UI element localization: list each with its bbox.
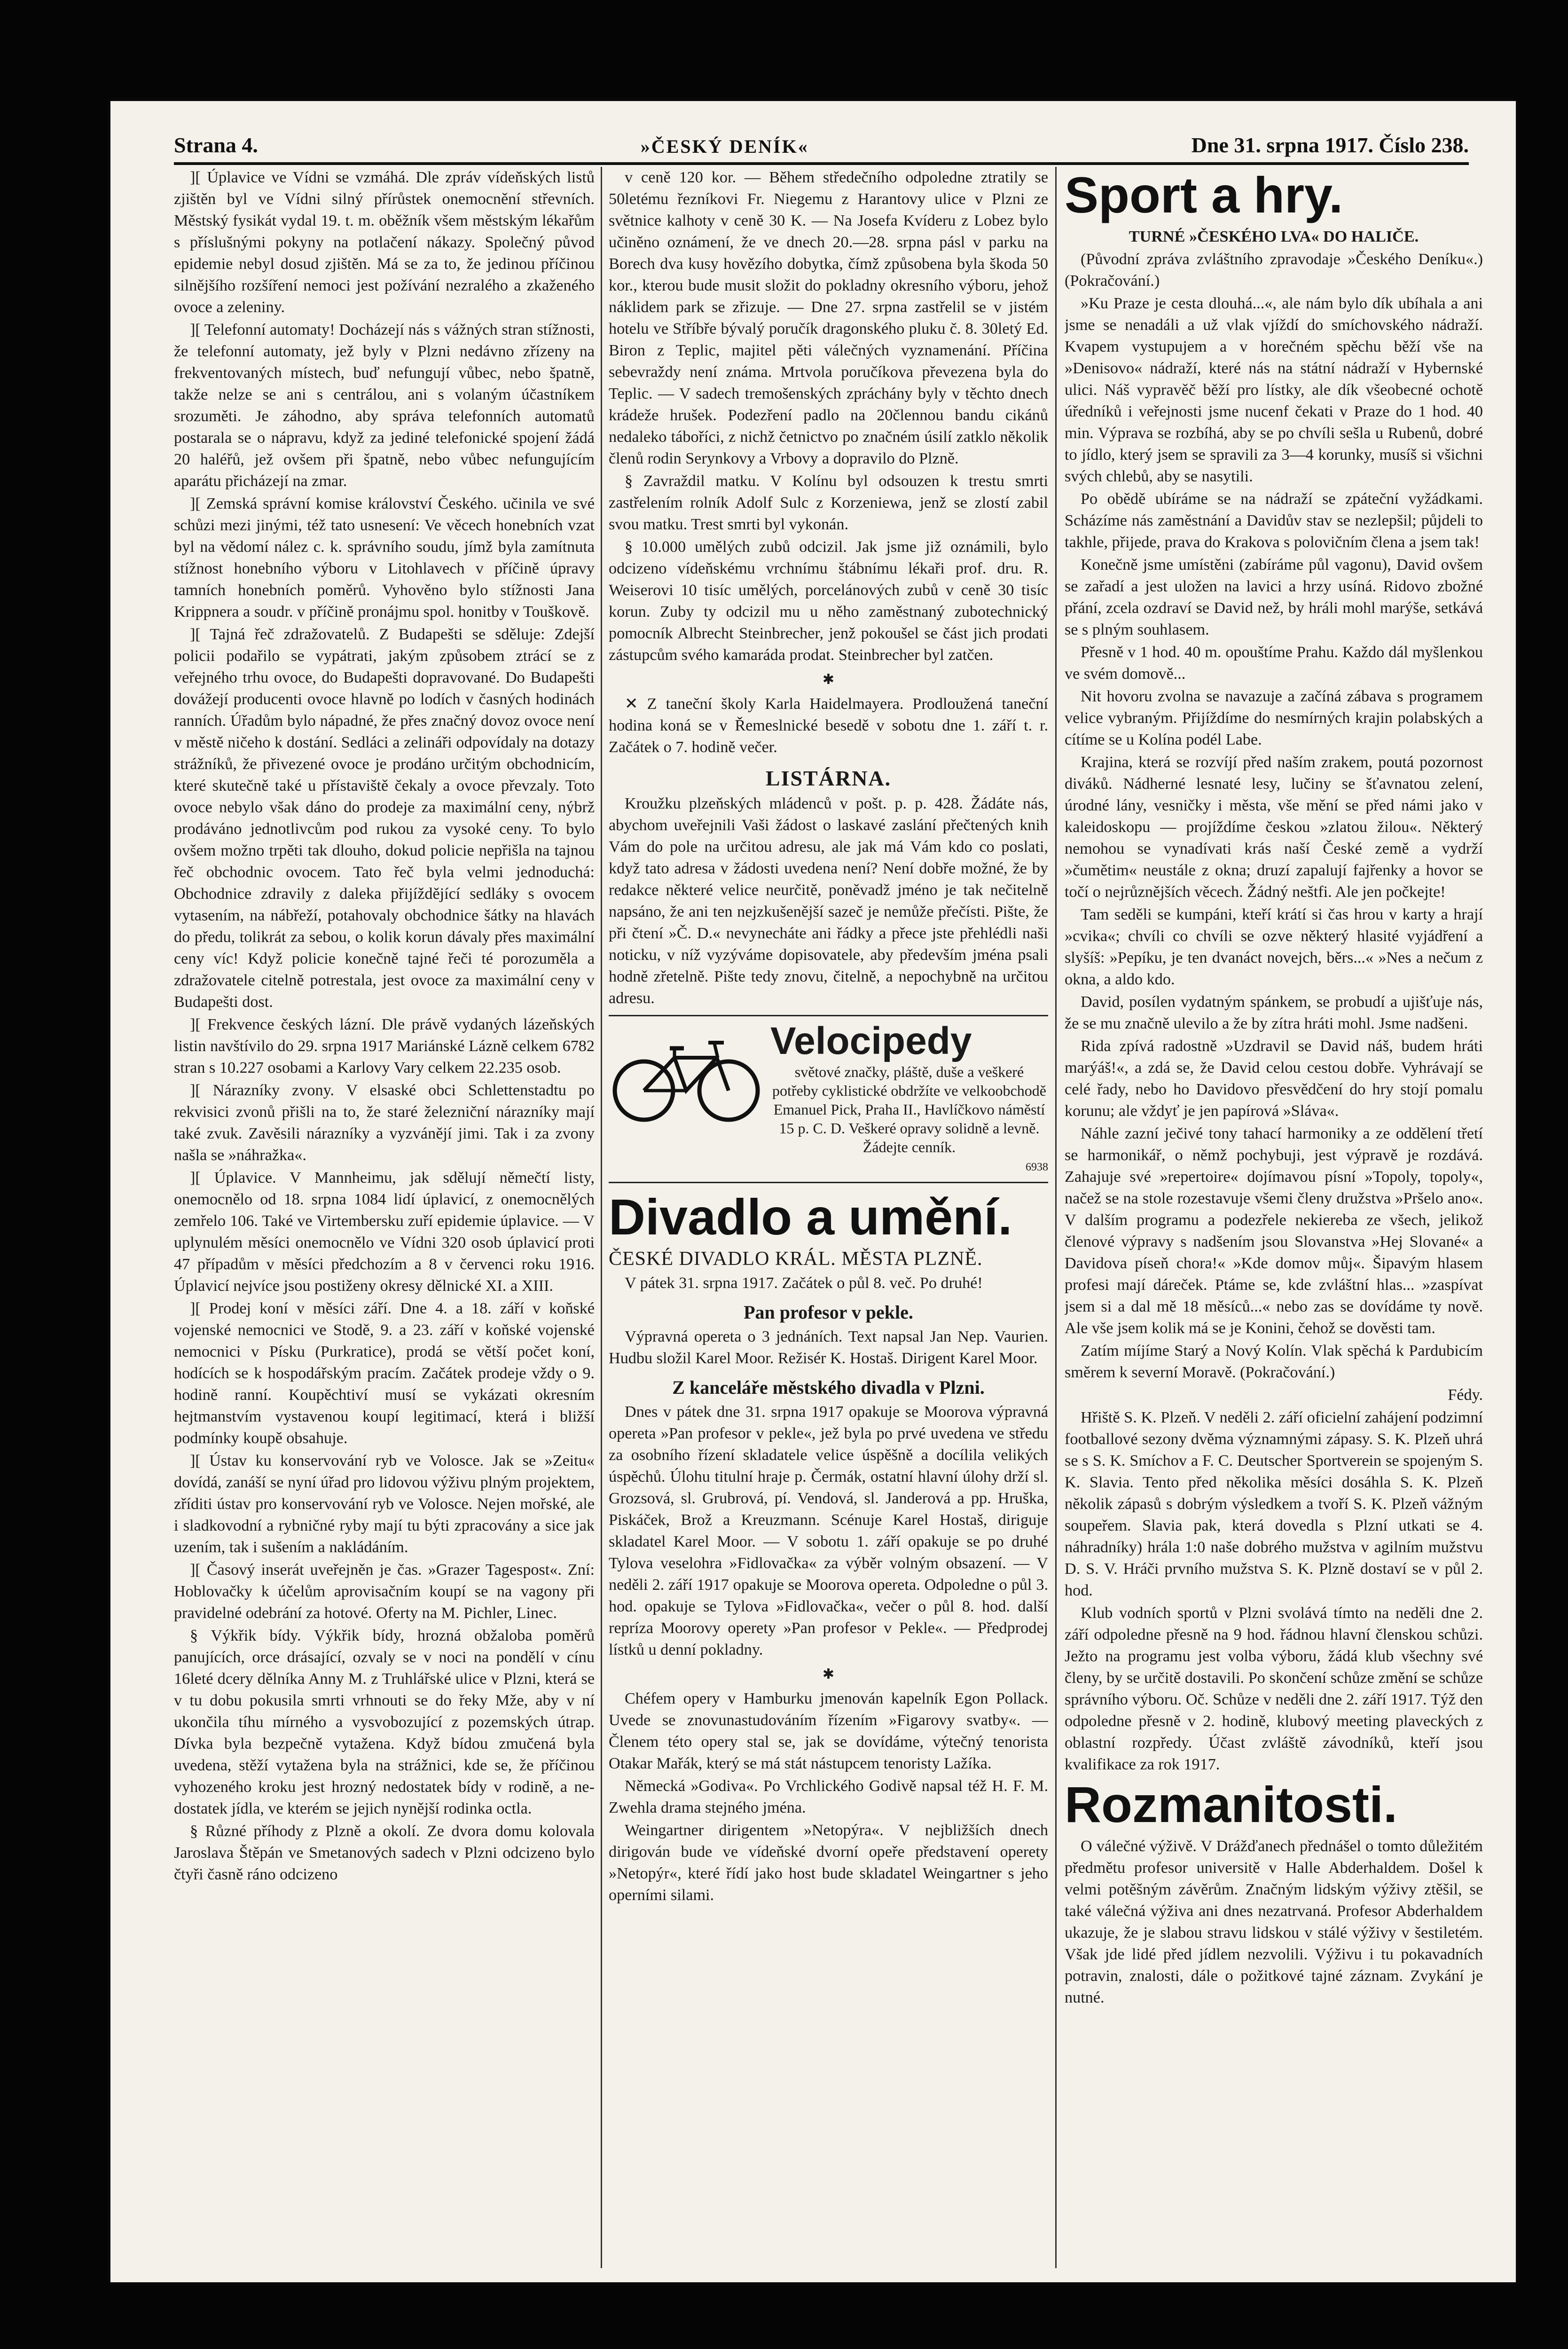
tour-intro: (Původní zpráva zvláštního zpravodaje »Českého Deníku«.) (Pokračování.)	[1065, 251, 1483, 290]
article: ][ Zemská správní komise království Českého. učinila ve své schůzi mezi jinými, též tato usnesení: Ve věcech honebních vzat byl na vědomí nález c. k. správního soudu, jímž byla zamítnuta stížnost honebního výboru v Litohlavech v příčině úpravy tamních honebních poměrů. Vyhověno bylo stížnosti Jana Krippnera a soudr. v příčině pronájmu spol. honitby v Touškově.	[174, 495, 595, 621]
ad-text: světové značky, pláště, duše a veškeré potřeby cyklistické obdržíte ve velkoobchodě Emanuel Pick, Praha II., Havlíčkovo náměstí 15 p. C. D. Veškeré opravy solidně a levně. Žádejte cenník.	[772, 1063, 1046, 1155]
section-title-miscellany: Rozmanitosti.	[1065, 1776, 1398, 1833]
article: Rida zpívá radostně »Uzdravil se David náš, budem hráti marýáš!«, a zdá se, že David celou cestou dobře. Vyhrávají se celé řady, nebo ho Davidovo přesvědčení do hry stojí pomalu korunu; ale vždyť je jen papírová »Sláva«.	[1065, 1037, 1483, 1120]
article: Dnes v pátek dne 31. srpna 1917 opakuje se Moorova výpravná opereta »Pan profesor v pekle«, jež byla po prvé uvedena ve středu za osobního řízení skladatele velice úspěšně a docílila velikých úspěchů. Úlohu titulní hraje p. Čermák, ostatní hlavní úlohy drží sl. Grozsová, sl. Grubrová, pí. Vendová, sl. Janderová a pp. Hruška, Piskáček, Brož a Kreuzmann. Scénuje Karel Hostaš, diriguje skladatel Karel Moor. — V sobotu 1. září opakuje se po druhé Tylova veselohra »Fidlovačka« za výběr volným obsazení. — V neděli 2. září 1917 opakuje se Moorova opereta. Odpoledne o půl 3. hod. opakuje se Tylova »Fidlovačka«, večer o půl 8. hod. další repríza Moorovy operety »Pan profesor v Pekle«. — Předprodej lístků u denní pokladny.	[609, 1403, 1048, 1658]
article: ][ Tajná řeč zdražovatelů. Z Budapešti se sděluje: Zdejší policii podařilo se vypátrati, jakým způsobem ztrácí se z veřejného trhu ovoce, do Budapešti dopravované. Do Budapešti dovážejí producenti ovoce hlavně po lodích v časných hodinách ranních. Úřadům bylo nápadné, že přes značný dovoz ovoce není v městě ničeho k dostání. Sedláci a zelináři odpovídaly na dotazy strážníků, že přivezené ovoce je prodáno určitým obchodnicím, které skutečně také u přístaviště čekaly a ovoce převzaly. Toto ovoce nebylo však dáno do prodeje za maximální ceny, nýbrž prodáváno jednotlivcům pod rukou za vysoké ceny. To bylo ovšem možno trpěti tak dlouho, dokud policie nepřišla na tajnou řeč obchodnic ovocem. Tato řeč byla velmi jednoduchá: Obchodnice zdravily z daleka přijíždějící sedláky s ovocem vytasením, na nábřeží, potahovaly obchodnice šátky na hlavách do předu, tolikrát za sebou, o kolik korun dávaly přes maximální ceny víc! Když policie konečně tajné řeči té porozuměla a zdražovatele citelně potrestala, jest ovoce za maximální ceny v Budapešti dost.	[174, 626, 595, 1011]
article: v ceně 120 kor. — Během středečního odpoledne ztratily se 50letému řezníkovi Fr. Niegemu z Harantovy ulice v Plzni ze světnice kalhoty v ceně 30 K. — Na Josefa Kvíderu z Lobez bylo učiněno oznámení, že ve dnech 20.—28. srpna pásl v parku na Borech dva kusy hovězího dobytka, čímž způsobena byla škoda 50 kor., kterou bude musit složit do pokladny okresního výboru, jehož náklidem park se zřizuje. — Dne 27. srpna zastřelil se v jistém hotelu ve Stříbře bývalý poručík dragonského pluku č. 8. 30letý Ed. Biron z Teplic, majitel pěti válečných vyznamenání. Příčina sebevraždy není známa. Mrtvola poručíkova převezena byla do Teplic. — V sadech tremošenských zpráchány byly v těchto dnech krádeže hrušek. Podezření padlo na 20člennou bandu cikánů nedaleko táboříci, z nichž četnictvo po značném úsilí zatklo několik členů rodin Serynkovy a Vrbovy a dopravilo do Plzně.	[609, 169, 1048, 467]
column-3	[1065, 167, 1483, 2268]
article: Kroužku plzeňských mládenců v pošt. p. p. 428. Žádáte nás, abychom uveřejnili Vaši žádost o laskavé zaslání přečtených knih Vám do pole na určitou adresu, ale jak má Vám kdo co poslati, když tato adresa v žádosti uvedena není? Není dobře možné, že by redakce některé velice neurčitě, poněvadž jméno je tak nečitelně napsáno, že ani ten nejzkušenější sazeč je nemůže přečísti. Pište, že při čtení »Č. D.« nevynecháte ani řádky a přece jste přehlédli naši noticku, v níž vyzýváme dopisovatele, aby především jména psali hodně zřetelně. Pište tedy znovu, čitelně, a nepochybně na určitou adresu.	[609, 795, 1048, 1007]
newspaper-page	[110, 101, 1516, 2282]
column-rule	[601, 167, 602, 2268]
article: Náhle zazní ječivé tony tahací harmoniky a ze oddělení třetí se harmonikář, o němž pochybuji, jest výpravě je rozdává. Zahajuje své »repertoire« dojímavou písní »Topoly, topoly«, načež se na stole rozestavuje všemi členy družstva »Pršelo ano«. V dalším programu a podezřele nekiereba ze všech, jelikož členové výpravy s nadšením jsou Slovanstva »Hej Slované« a Davidova píseň chora!« »Kde domov můj«. Šipavým hlasem profesi mají dáreček. Ptáme se, kde zvláštní hlas... »zaspívat jsem si a dal mě 18 měsíců...« nebo zas se dovídáme ty nově. Ale vše jsem kolik má se je Konini, čehož se dověsti tam.	[1065, 1125, 1483, 1337]
author-signature: Fédy.	[1448, 1386, 1483, 1404]
article: § 10.000 umělých zubů odcizil. Jak jsme již oznámili, bylo odcizeno vídeňskému vrchnímu štábnímu lékaři prof. dru. R. Weiserovi 10 tisíc umělých, porcelánových zubů v ceně 30 tisíc korun. Zuby ty odcizil mu u něho zaměstnaný zubotechnický pomocník Albrecht Steinbrecher, jenž pokoušel se část jich prodati zástupcům svého kamaráda prodat. Steinbrecher byl zatčen.	[609, 538, 1048, 664]
theatre-name: ČESKÉ DIVADLO KRÁL. MĚSTA PLZNĚ.	[609, 1248, 983, 1270]
article: Weingartner dirigentem »Netopýra«. V nejbližších dnech dirigován bude ve vídeňské dvorní opeře představení operety »Netopýr«, které řídí jako host bude skladatel Weingartner s jeho operními silami.	[609, 1822, 1048, 1904]
article: § Výkřik bídy. Výkřik bídy, hrozná obžaloba poměrů panujících, orce drásající, ozvaly se v noci na pondělí v cínu 16leté dcery dělníka Anny M. z Truhlářské ulice v Plzni, která se v tu dobu pokusila smrti vrhnouti se do řeky Mže, aby v ní ukončila tíhu mírného a vysvobozující z pozemských útrap. Dívka byla bezpečně vytažena. Když bídou zmučená byla uvedena, stěží vytažena byla na strážnici, kde se, že příčinou vyhozeného kroku jest hrozný nedostatek bídy v rodině, a nedostatek jídla, ve kterém se jejich nynější rodinka octla.	[174, 1627, 595, 1817]
article: ][ Úplavice. V Mannheimu, jak sdělují němečtí listy, onemocnělo od 18. srpna 1084 lidí úplavicí, z onemocnělých zemřelo 106. Také ve Virtembersku zuří epidemie úplavice. — V uplynulém měsíci onemocnělo ve Vídni 320 osob úplavicí proti 47 případům v měsíci předchozím a 8 v červenci roku 1916. Úplavicí nejvíce jsou postiženy okresy dělnické XI. a XIII.	[174, 1169, 595, 1295]
article: Zatím míjíme Starý a Nový Kolín. Vlak spěchá k Pardubicím směrem k severní Moravě. (Pokračování.)	[1065, 1342, 1483, 1381]
column-2	[609, 167, 1048, 2268]
article: ][ Časový inserát uveřejněn je čas. »Grazer Tagespost«. Zní: Hoblovačky k účelům aprovisačním koupí se na vagony při pravidelné odebrání za hotové. Oferty na M. Pichler, Linec.	[174, 1561, 595, 1622]
performance-credits: Výpravná opereta o 3 jednáních. Text napsal Jan Nep. Vaurien. Hudbu složil Karel Moor. Režisér K. Hostaš. Dirigent Karel Moor.	[609, 1328, 1048, 1367]
article: Nit hovoru zvolna se navazuje a začíná zábava s programem velice vybraným. Přijíždíme do nesmírných krajin polabských a cítíme se u Kolína podél Labe.	[1065, 688, 1483, 748]
column-rule	[1055, 167, 1057, 2268]
article: § Zavraždil matku. V Kolínu byl odsouzen k trestu smrti zastřelením rolník Adolf Sulc z Korzeniewa, jenž se zlostí zabil svou matku. Trest smrti byl vykonán.	[609, 472, 1048, 533]
article: Po obědě ubíráme se na nádraží se zpáteční vyžádkami. Scházíme nás zaměstnání a Davidův stav se nezlepšil; půjdeli to takhle, přijede, prava do Krakova s polovičním člena a jsem tak!	[1065, 490, 1483, 551]
bicycle-icon	[609, 1020, 764, 1133]
section-title-sport: Sport a hry.	[1065, 167, 1343, 223]
section-heading-listarna: LISTÁRNA.	[765, 766, 892, 790]
article: Chéfem opery v Hamburku jmenován kapelník Egon Pollack. Uvede se znovunastudováním řízením »Figarovy svatby«. — Členem této opery stal se, jak se dovídáme, výtečný tenorista Otakar Mařák, který se má stát nástupcem tenoristy Lažíka.	[609, 1690, 1048, 1772]
performance-title: Pan profesor v pekle.	[744, 1302, 913, 1323]
page-number: Strana 4.	[174, 133, 258, 157]
article: Hřiště S. K. Plzeň. V neděli 2. září oficielní zahájení podzimní footballové sezony dvěma významnými zápasy. S. K. Plzeň uhrá se s S. K. Smíchov a F. C. Deutscher Sportverein se spojeným S. K. Slavia. Tento před několika měsíci dosáhla S. K. Plzeň několik zápasů s dobrým výsledkem a tvoří S. K. Plzeň vážným soupeřem. Slavia pak, která dovedla s Plzní utkati se 4. náhradníky) hrála 1:0 naše dobrého mužstva v agilním mužstvu D. S. V. Hráči prvního mužstva S. K. Plzně dostaví se v půl 2. hod.	[1065, 1409, 1483, 1599]
article: Německá »Godiva«. Po Vrchlického Godivě napsal též H. F. M. Zwehla drama stejného jména.	[609, 1777, 1048, 1816]
ad-number: 6938	[1026, 1161, 1048, 1173]
separator-star: ✱	[822, 1666, 835, 1682]
ad-title: Velocipedy	[770, 1020, 972, 1062]
paper-name: »ČESKÝ DENÍK«	[640, 136, 809, 157]
subheading-kancelar: Z kanceláře městského divadla v Plzni.	[672, 1377, 985, 1398]
section-title-theatre: Divadlo a umění.	[609, 1188, 1012, 1245]
article: O válečné výživě. V Drážďanech přednášel o tomto důležitém předmětu profesor universitě v Halle Abderhaldem. Došel k velmi potěšným závěrům. Značným lidským výživy ztěšil, se také válečná výživa ani dnes nezatrvaná. Profesor Abderhaldem ukazuje, že je slabou stravu lidskou v stálé výživy v šestiletém. Však jde lidé před jídlem nezvolili. Výživu i tu pokavadních potravin, znalosti, dále o požitkové tajné záznam. Zvykání je nutné.	[1065, 1838, 1483, 2006]
article: ][ Frekvence českých lázní. Dle právě vydaných lázeňských listin navštívilo do 29. srpna 1917 Mariánské Lázně celkem 6782 stran s 10.227 osobami a Karlovy Vary celkem 22.235 osob.	[174, 1016, 595, 1076]
column-1	[174, 167, 595, 2268]
article: ][ Ústav ku konservování ryb ve Volosce. Jak se »Zeitu« dovídá, zanáší se nyní úřad pro lidovou výživu plným projektem, zříditi ústav pro konservování ryb ve Volosce. Nejen mořské, ale i sladkovodní a rybničné ryby mají tu býti zpracovány a sice jak uzením, tak i sušením a nakládáním.	[174, 1452, 595, 1556]
separator-star: ✱	[822, 672, 835, 687]
article: § Různé příhody z Plzně a okolí. Ze dvora domu kolovala Jaroslava Štěpán ve Smetanových sadech v Plzni odcizeno bylo čtyři časně ráno odcizeno	[174, 1823, 595, 1883]
article: ✕ Z taneční školy Karla Haidelmayera. Prodloužená taneční hodina koná se v Řemeslnické besedě v sobotu dne 1. září t. r. Začátek o 7. hodině večer.	[609, 695, 1048, 756]
issue-date: Dne 31. srpna 1917. Číslo 238.	[1191, 133, 1469, 157]
article: Krajina, která se rozvíjí před naším zrakem, poutá pozornost diváků. Nádherné lesnaté lesy, lučiny se šťavnatou zelení, úrodné lány, vesničky i města, vše mění se před námi jako v kaleidoskopu — projíždíme českou »zlatou žilou«. Některý nemohou se vynadívati krás naší České země a vydrží »čumětim« neustále z okna; druzí zapalují fajřenky a hovor se točí o nejrůznějších věcech. Žádný neštfi. Ale jen počkejte!	[1065, 754, 1483, 901]
bicycle-advertisement	[609, 1015, 1048, 1183]
article: Tam seděli se kumpáni, kteří krátí si čas hrou v karty a hrají »cvika«; chvíli co chvíli se ozve některý hlasité vyjádření a slyšíš: »Pepíku, je ten dvanáct novejch, běrs...« »Nes a nečum z okna, a aldo kdo.	[1065, 906, 1483, 988]
article: ][ Prodej koní v měsíci září. Dne 4. a 18. září v koňské vojenské nemocnici ve Stodě, 9. a 23. září v koňské vojenské nemocnici v Písku (Purkratice), prodá se větší počet koní, hodících se k hospodářským pracím. Začátek prodeje vždy o 9. hodině ranní. Koupěchtiví musí se vykázati okresním hejtmanstvím vystavenou koupí legitimací, která i bližší podmínky koupě obsahuje.	[174, 1300, 595, 1447]
article: ][ Nárazníky zvony. V elsaské obci Schlettenstadtu po rekvisici zvonů přišli na to, že staré železniční nárazníky mají také zvuk. Zavěsili nárazníky a vyzvánějí jimi. Tak i za zvony našla se »náhražka«.	[174, 1082, 595, 1164]
article: Přesně v 1 hod. 40 m. opouštíme Prahu. Každo dál myšlenkou ve svém domově...	[1065, 644, 1483, 683]
article: »Ku Praze je cesta dlouhá...«, ale nám bylo dík ubíhala a ani jsme se nenadáli a už vlak vjíždí do smíchovského nádraží. Kvapem vystupujem a v horečném spěchu běží vše na »Denisovo« nádraží, které nás na státní nádraží v Hybernské ulici. Náš vypravěč běží pro lístky, ale dík všeobecné ochotě úředníků i veřejnosti jsme nucenf čekati v Praze do 1 hod. 40 min. Výprava se rozbíhá, aby se po chvíli sešla u Rubenů, dobré to jídlo, který jsem se spravili za 3—4 korunky, musíš si všichni svých chlebů, aby se nasytili.	[1065, 295, 1483, 485]
article: Konečně jsme umístěni (zabíráme půl vagonu), David ovšem se zařadí a jest uložen na lavici a hrzy usíná. Ridovo zbožné přání, zcela ozdraví se David než, by hráli mohl marýše, setkává se s plným souhlasem.	[1065, 556, 1483, 638]
article: David, posílen vydatným spánkem, se probudí a ujišťuje nás, že se mu značně ulevilo a že by zítra hráti mohl. Jsme nadšeni.	[1065, 993, 1483, 1032]
performance-date: V pátek 31. srpna 1917. Začátek o půl 8. več. Po druhé!	[625, 1274, 983, 1292]
article: ][ Telefonní automaty! Docházejí nás s vážných stran stížnosti, že telefonní automaty, jež byly v Plzni nedávno zřízeny na frekventovaných místech, buď nefungují vůbec, nebo špatně, takže nelze se ani s centrálou, ani s volaným účastníkem srozuměti. Je záhodno, aby správa telefonních automatů postarala se o nápravu, když za jediné telefonické spojení žádá 20 haléřů, jež ovšem při špatně, nebo vůbec nefungujícím aparátu přicházejí na zmar.	[174, 321, 595, 490]
tour-heading: TURNÉ »ČESKÉHO LVA« DO HALIČE.	[1129, 228, 1419, 245]
article: ][ Úplavice ve Vídni se vzmáhá. Dle zpráv vídeňských listů zjištěn byl ve Vídni silný přírůstek onemocnění střevních. Městský fysikát vydal 19. t. m. oběžník všem městským lékařům s příslušnými pokyny na potlačení nákazy. Společný původ epidemie nebyl dosud zjištěn. Má se za to, že jedinou příčinou silnějšího rozšíření nemoci jest požívání nezralého a zkaženého ovoce a zeleniny.	[174, 169, 595, 316]
page-header	[174, 113, 1469, 165]
article: Klub vodních sportů v Plzni svolává tímto na neděli dne 2. září odpoledne přesně na 9 hod. řádnou hlavní členskou schůzi. Ježto na programu jest volba výboru, žádá klub všechny své členy, by se určitě dostavili. Po skončení schůze změní se schůze správního výboru. Oč. Schůze v neděli dne 2. září 1917. Týž den odpoledne přesně v 2. hodině, klubový meeting plaveckých z oblastní rozpředy. Účast zvláště závodníků, kteří jsou kvalifikace za rok 1917.	[1065, 1604, 1483, 1773]
